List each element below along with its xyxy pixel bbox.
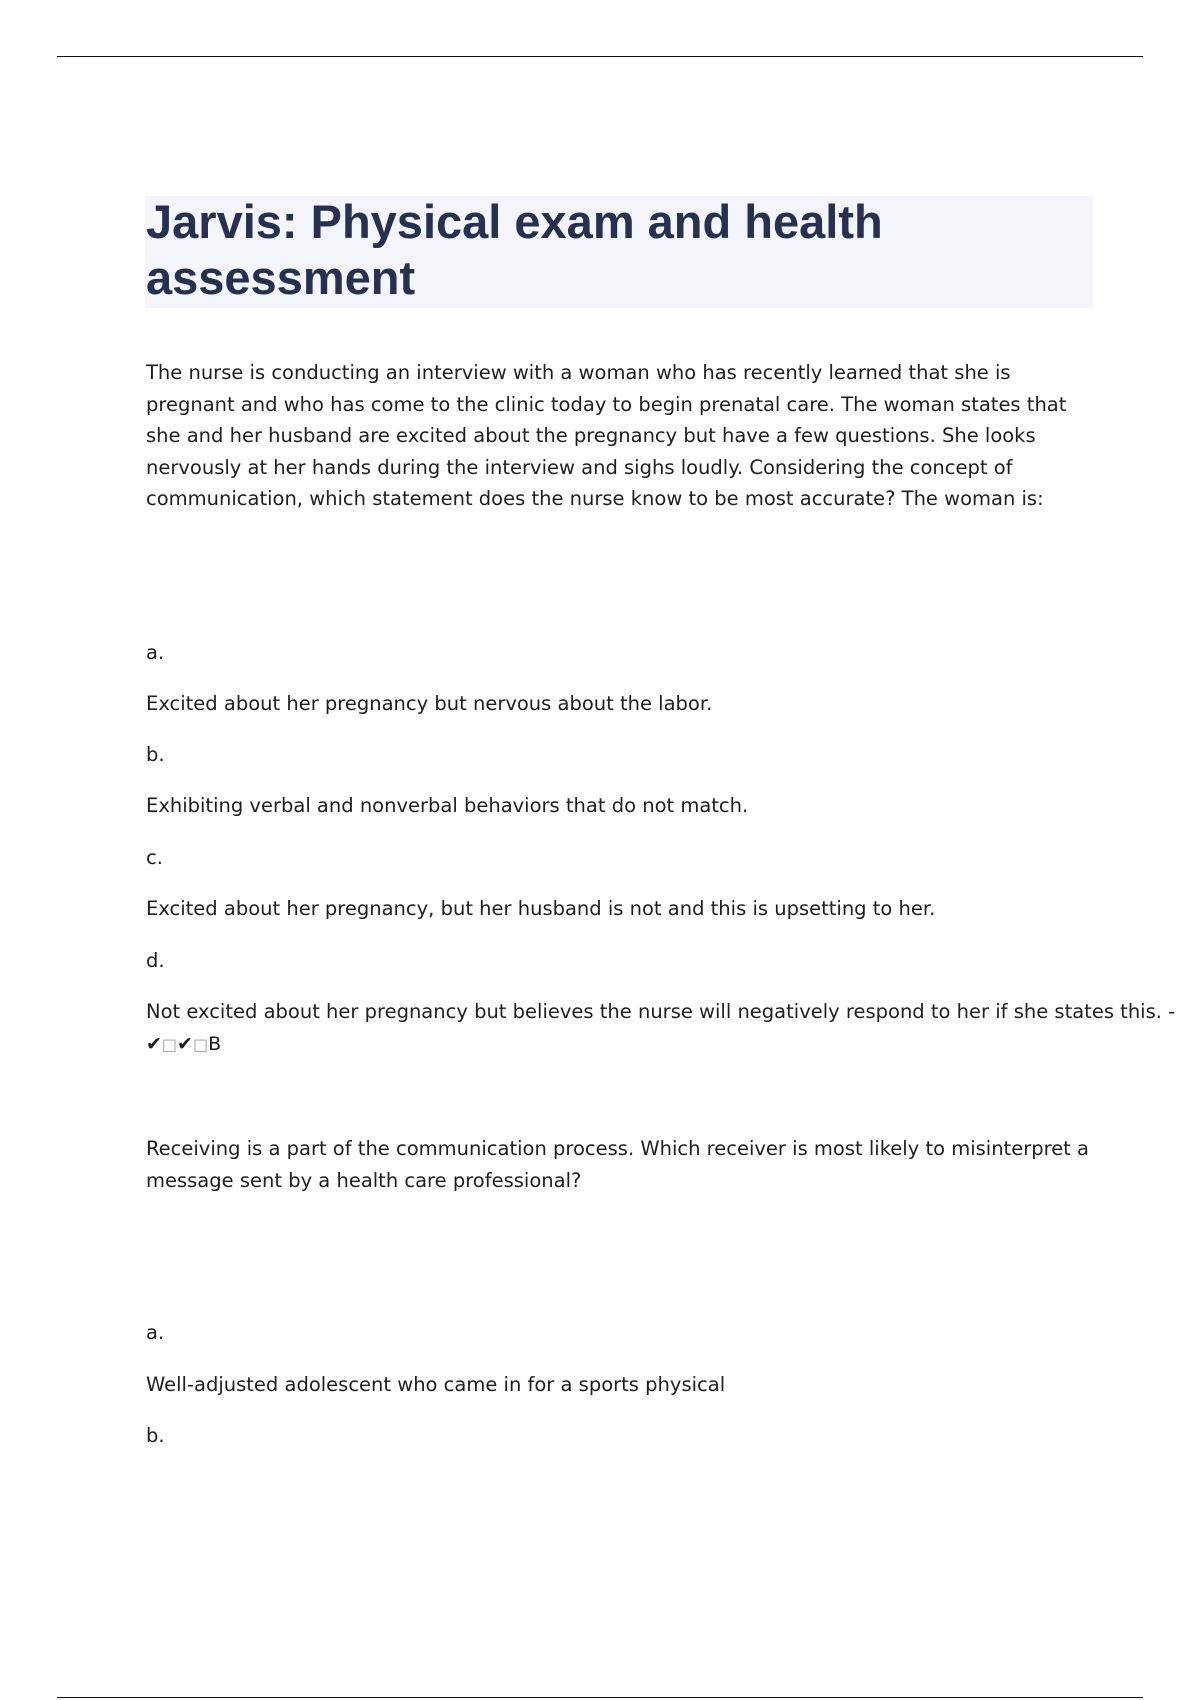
question-1-option-b-letter: b. (146, 743, 165, 766)
question-1-option-a-letter: a. (146, 641, 165, 664)
question-1-option-d-letter: d. (146, 949, 165, 972)
question-1-option-d-text: Not excited about her pregnancy but believes the nurse will negatively respond to her if she states this. - (146, 1000, 1176, 1023)
bottom-rule (57, 1697, 1143, 1698)
question-1-option-c-text: Excited about her pregnancy, but her husband is not and this is upsetting to her. (146, 897, 936, 920)
checkmark-icon: ✔ (146, 1033, 162, 1055)
question-2-option-a-text: Well-adjusted adolescent who came in for a sports physical (146, 1373, 726, 1396)
checkmark-icon: ✔ (177, 1033, 193, 1055)
document-title: Jarvis: Physical exam and health assessment (146, 195, 883, 304)
checkbox-icon: □ (192, 1035, 209, 1054)
question-1-option-b-text: Exhibiting verbal and nonverbal behaviors that do not match. (146, 794, 749, 817)
question-1-stem: The nurse is conducting an interview with a woman who has recently learned that she is pregnant and who has come to the clinic today to begin prenatal care. The woman states that she and her husband are excited about the pregnancy but have a few questions. She looks nervously at her hands during the interview and sighs loudly. Considering the concept of communication, which statement does the nurse know to be most accurate? The woman is: (146, 361, 1067, 510)
question-1-option-a-text: Excited about her pregnancy but nervous about the labor. (146, 692, 713, 715)
top-rule (57, 56, 1143, 57)
checkbox-icon: □ (161, 1035, 178, 1054)
answer-marks (146, 1031, 221, 1058)
answer-key: B (208, 1033, 222, 1055)
question-2-option-b-letter: b. (146, 1424, 165, 1447)
question-1-option-c-letter: c. (146, 846, 163, 869)
question-2-option-a-letter: a. (146, 1321, 165, 1344)
question-2-stem: Receiving is a part of the communication process. Which receiver is most likely to misinterpret a message sent by a health care professional? (146, 1137, 1089, 1192)
